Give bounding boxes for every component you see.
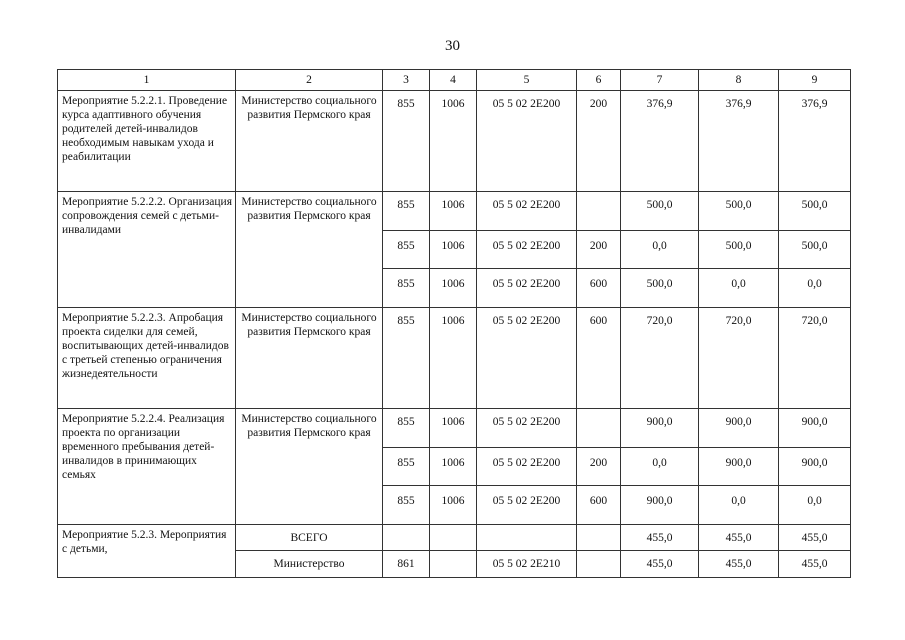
- value-col7: 720,0: [621, 308, 699, 409]
- admin-code: 855: [383, 269, 430, 308]
- section-code: 1006: [430, 409, 477, 448]
- total-label: ВСЕГО: [236, 525, 383, 551]
- expense-type: 600: [577, 486, 621, 525]
- value-col8: 455,0: [699, 525, 779, 551]
- value-col8: 720,0: [699, 308, 779, 409]
- value-col7: 500,0: [621, 269, 699, 308]
- expense-type: [577, 525, 621, 551]
- admin-code: 855: [383, 308, 430, 409]
- section-code: 1006: [430, 486, 477, 525]
- expense-type: 200: [577, 91, 621, 192]
- article-code: 05 5 02 2Е200: [477, 308, 577, 409]
- expense-type: 200: [577, 448, 621, 486]
- article-code: 05 5 02 2Е200: [477, 192, 577, 231]
- value-col8: 900,0: [699, 448, 779, 486]
- article-code: 05 5 02 2Е200: [477, 448, 577, 486]
- section-code: 1006: [430, 448, 477, 486]
- expense-type: 600: [577, 269, 621, 308]
- section-code: 1006: [430, 308, 477, 409]
- article-code: 05 5 02 2Е200: [477, 269, 577, 308]
- event-name: Мероприятие 5.2.2.3. Апробация проекта сиделки для семей, воспитывающих детей-инвалидов с третьей степенью ограничения жизнедеятельности: [58, 308, 236, 409]
- page-number: 30: [445, 38, 460, 54]
- value-col7: 900,0: [621, 409, 699, 448]
- section-code: [430, 525, 477, 551]
- value-col7: 376,9: [621, 91, 699, 192]
- value-col9: 376,9: [779, 91, 851, 192]
- value-col8: 0,0: [699, 269, 779, 308]
- admin-code: [383, 525, 430, 551]
- expense-type: [577, 551, 621, 578]
- section-code: [430, 551, 477, 578]
- value-col9: 900,0: [779, 448, 851, 486]
- admin-code: 855: [383, 409, 430, 448]
- event-name: Мероприятие 5.2.2.4. Реализация проекта по организации временного пребывания детей-инвалидов в принимающих семьях: [58, 409, 236, 525]
- expense-type: [577, 409, 621, 448]
- table-row: [58, 91, 851, 192]
- header-cell: 9: [779, 70, 851, 91]
- table-row: [58, 192, 851, 231]
- event-name: Мероприятие 5.2.2.1. Проведение курса адаптивного обучения родителей детей-инвалидов необходимым навыкам ухода и реабилитации: [58, 91, 236, 192]
- executor-cell: Министерство социального развития Пермского края: [236, 91, 383, 192]
- admin-code: 861: [383, 551, 430, 578]
- header-cell: 3: [383, 70, 430, 91]
- value-col9: 455,0: [779, 551, 851, 578]
- header-cell: 7: [621, 70, 699, 91]
- value-col8: 900,0: [699, 409, 779, 448]
- header-cell: 6: [577, 70, 621, 91]
- table-row: [58, 409, 851, 448]
- value-col8: 376,9: [699, 91, 779, 192]
- article-code: 05 5 02 2Е200: [477, 231, 577, 269]
- value-col9: 500,0: [779, 231, 851, 269]
- event-name: Мероприятие 5.2.2.2. Организация сопровождения семей с детьми-инвалидами: [58, 192, 236, 308]
- executor-cell: Министерство социального развития Пермского края: [236, 308, 383, 409]
- value-col9: 0,0: [779, 269, 851, 308]
- value-col8: 0,0: [699, 486, 779, 525]
- value-col7: 455,0: [621, 551, 699, 578]
- event-name: Мероприятие 5.2.3. Мероприятия с детьми,: [58, 525, 236, 578]
- value-col8: 455,0: [699, 551, 779, 578]
- header-cell: 1: [58, 70, 236, 91]
- value-col7: 0,0: [621, 231, 699, 269]
- value-col9: 455,0: [779, 525, 851, 551]
- table-row: [58, 525, 851, 551]
- expense-type: 200: [577, 231, 621, 269]
- admin-code: 855: [383, 448, 430, 486]
- section-code: 1006: [430, 231, 477, 269]
- section-code: 1006: [430, 91, 477, 192]
- article-code: 05 5 02 2Е200: [477, 486, 577, 525]
- value-col9: 900,0: [779, 409, 851, 448]
- value-col9: 0,0: [779, 486, 851, 525]
- article-code: 05 5 02 2Е210: [477, 551, 577, 578]
- value-col8: 500,0: [699, 192, 779, 231]
- executor-cell: Министерство социального развития Пермского края: [236, 409, 383, 525]
- value-col9: 500,0: [779, 192, 851, 231]
- header-cell: 2: [236, 70, 383, 91]
- admin-code: 855: [383, 231, 430, 269]
- value-col7: 0,0: [621, 448, 699, 486]
- article-code: 05 5 02 2Е200: [477, 91, 577, 192]
- value-col9: 720,0: [779, 308, 851, 409]
- table-row: [58, 308, 851, 409]
- section-code: 1006: [430, 192, 477, 231]
- expense-type: [577, 192, 621, 231]
- value-col7: 900,0: [621, 486, 699, 525]
- header-cell: 5: [477, 70, 577, 91]
- header-cell: 8: [699, 70, 779, 91]
- budget-table: [57, 69, 851, 578]
- section-code: 1006: [430, 269, 477, 308]
- value-col8: 500,0: [699, 231, 779, 269]
- executor-cell: Министерство социального развития Пермского края: [236, 192, 383, 308]
- article-code: 05 5 02 2Е200: [477, 409, 577, 448]
- admin-code: 855: [383, 486, 430, 525]
- article-code: [477, 525, 577, 551]
- value-col7: 455,0: [621, 525, 699, 551]
- admin-code: 855: [383, 192, 430, 231]
- expense-type: 600: [577, 308, 621, 409]
- header-cell: 4: [430, 70, 477, 91]
- value-col7: 500,0: [621, 192, 699, 231]
- admin-code: 855: [383, 91, 430, 192]
- executor-cell: Министерство: [236, 551, 383, 578]
- header-row: [58, 70, 851, 91]
